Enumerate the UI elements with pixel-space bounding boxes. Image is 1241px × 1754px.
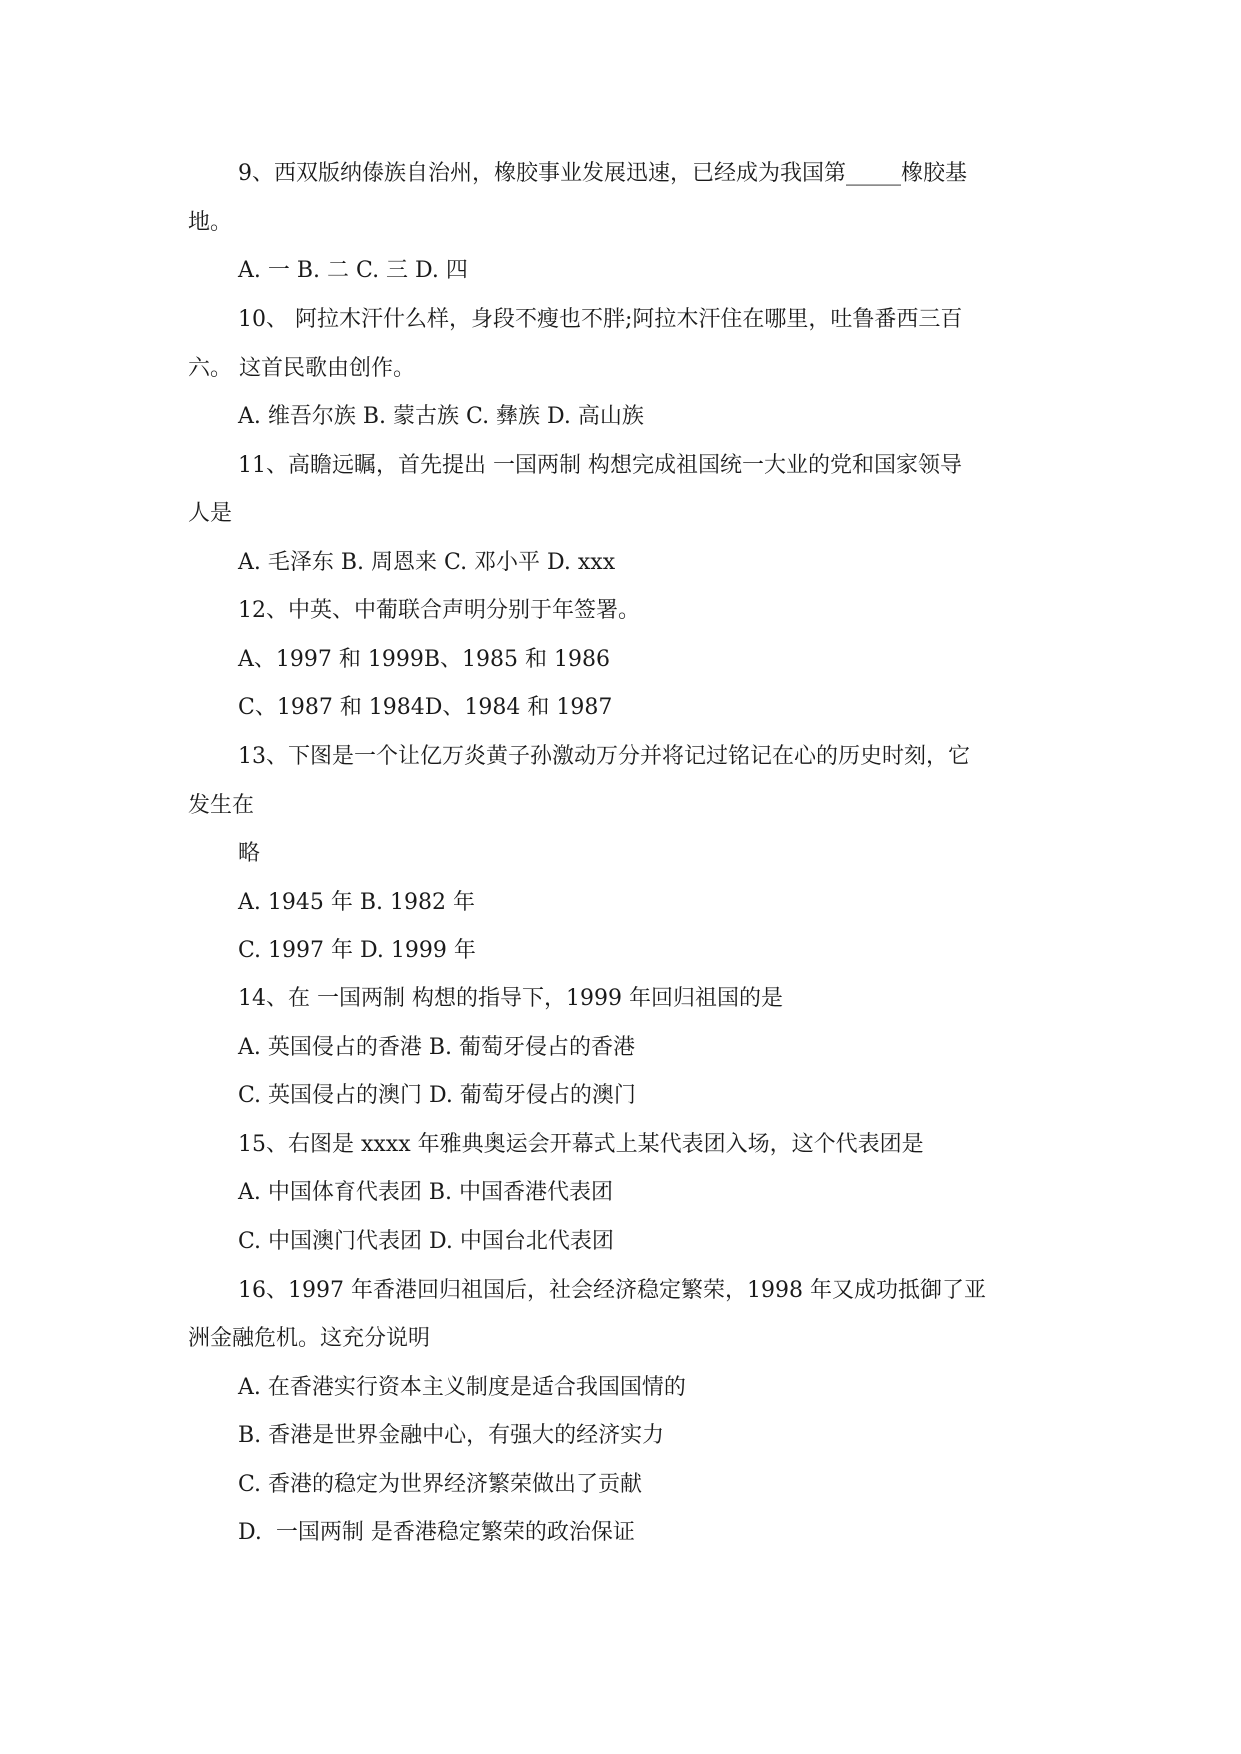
question-9-options: A. 一 B. 二 C. 三 D. 四 bbox=[238, 258, 468, 283]
question-11-stem: 11、高瞻远瞩，首先提出 一国两制 构想完成祖国统一大业的党和国家领导 bbox=[238, 453, 962, 478]
question-11-options: A. 毛泽东 B. 周恩来 C. 邓小平 D. xxx bbox=[238, 550, 616, 575]
question-15-stem: 15、右图是 xxxx 年雅典奥运会开幕式上某代表团入场，这个代表团是 bbox=[238, 1132, 924, 1157]
question-14-options-ab: A. 英国侵占的香港 B. 葡萄牙侵占的香港 bbox=[238, 1035, 636, 1060]
question-13-image-placeholder: 略 bbox=[238, 841, 261, 866]
question-14-options-cd: C. 英国侵占的澳门 D. 葡萄牙侵占的澳门 bbox=[238, 1083, 636, 1108]
question-16-stem-continued: 洲金融危机。这充分说明 bbox=[188, 1326, 431, 1351]
question-9-stem: 9、西双版纳傣族自治州，橡胶事业发展迅速，已经成为我国第_____橡胶基 bbox=[238, 161, 967, 186]
question-16-stem: 16、1997 年香港回归祖国后，社会经济稳定繁荣，1998 年又成功抵御了亚 bbox=[238, 1278, 986, 1303]
question-12-options-ab: A、1997 和 1999B、1985 和 1986 bbox=[238, 647, 610, 672]
question-12-stem: 12、中英、中葡联合声明分别于年签署。 bbox=[238, 598, 640, 623]
question-13-options-cd: C. 1997 年 D. 1999 年 bbox=[238, 938, 476, 963]
question-16-option-c: C. 香港的稳定为世界经济繁荣做出了贡献 bbox=[238, 1472, 643, 1497]
question-15-options-ab: A. 中国体育代表团 B. 中国香港代表团 bbox=[238, 1180, 614, 1205]
question-16-option-d: D. 一国两制 是香港稳定繁荣的政治保证 bbox=[238, 1520, 635, 1545]
question-16-option-a: A. 在香港实行资本主义制度是适合我国国情的 bbox=[238, 1375, 686, 1400]
question-14-stem: 14、在 一国两制 构想的指导下，1999 年回归祖国的是 bbox=[238, 986, 783, 1011]
question-10-options: A. 维吾尔族 B. 蒙古族 C. 彝族 D. 高山族 bbox=[238, 404, 644, 429]
question-13-stem: 13、下图是一个让亿万炎黄子孙激动万分并将记过铭记在心的历史时刻，它 bbox=[238, 744, 970, 769]
question-13-options-ab: A. 1945 年 B. 1982 年 bbox=[238, 890, 475, 915]
question-11-stem-continued: 人是 bbox=[188, 501, 233, 526]
question-9-stem-continued: 地。 bbox=[188, 210, 233, 235]
question-16-option-b: B. 香港是世界金融中心，有强大的经济实力 bbox=[238, 1423, 665, 1448]
question-15-options-cd: C. 中国澳门代表团 D. 中国台北代表团 bbox=[238, 1229, 614, 1254]
question-12-options-cd: C、1987 和 1984D、1984 和 1987 bbox=[238, 695, 613, 720]
question-10-stem: 10、 阿拉木汗什么样，身段不瘦也不胖;阿拉木汗住在哪里，吐鲁番西三百 bbox=[238, 307, 963, 332]
question-10-stem-continued: 六。 这首民歌由创作。 bbox=[188, 356, 415, 381]
question-13-stem-continued: 发生在 bbox=[188, 793, 255, 818]
